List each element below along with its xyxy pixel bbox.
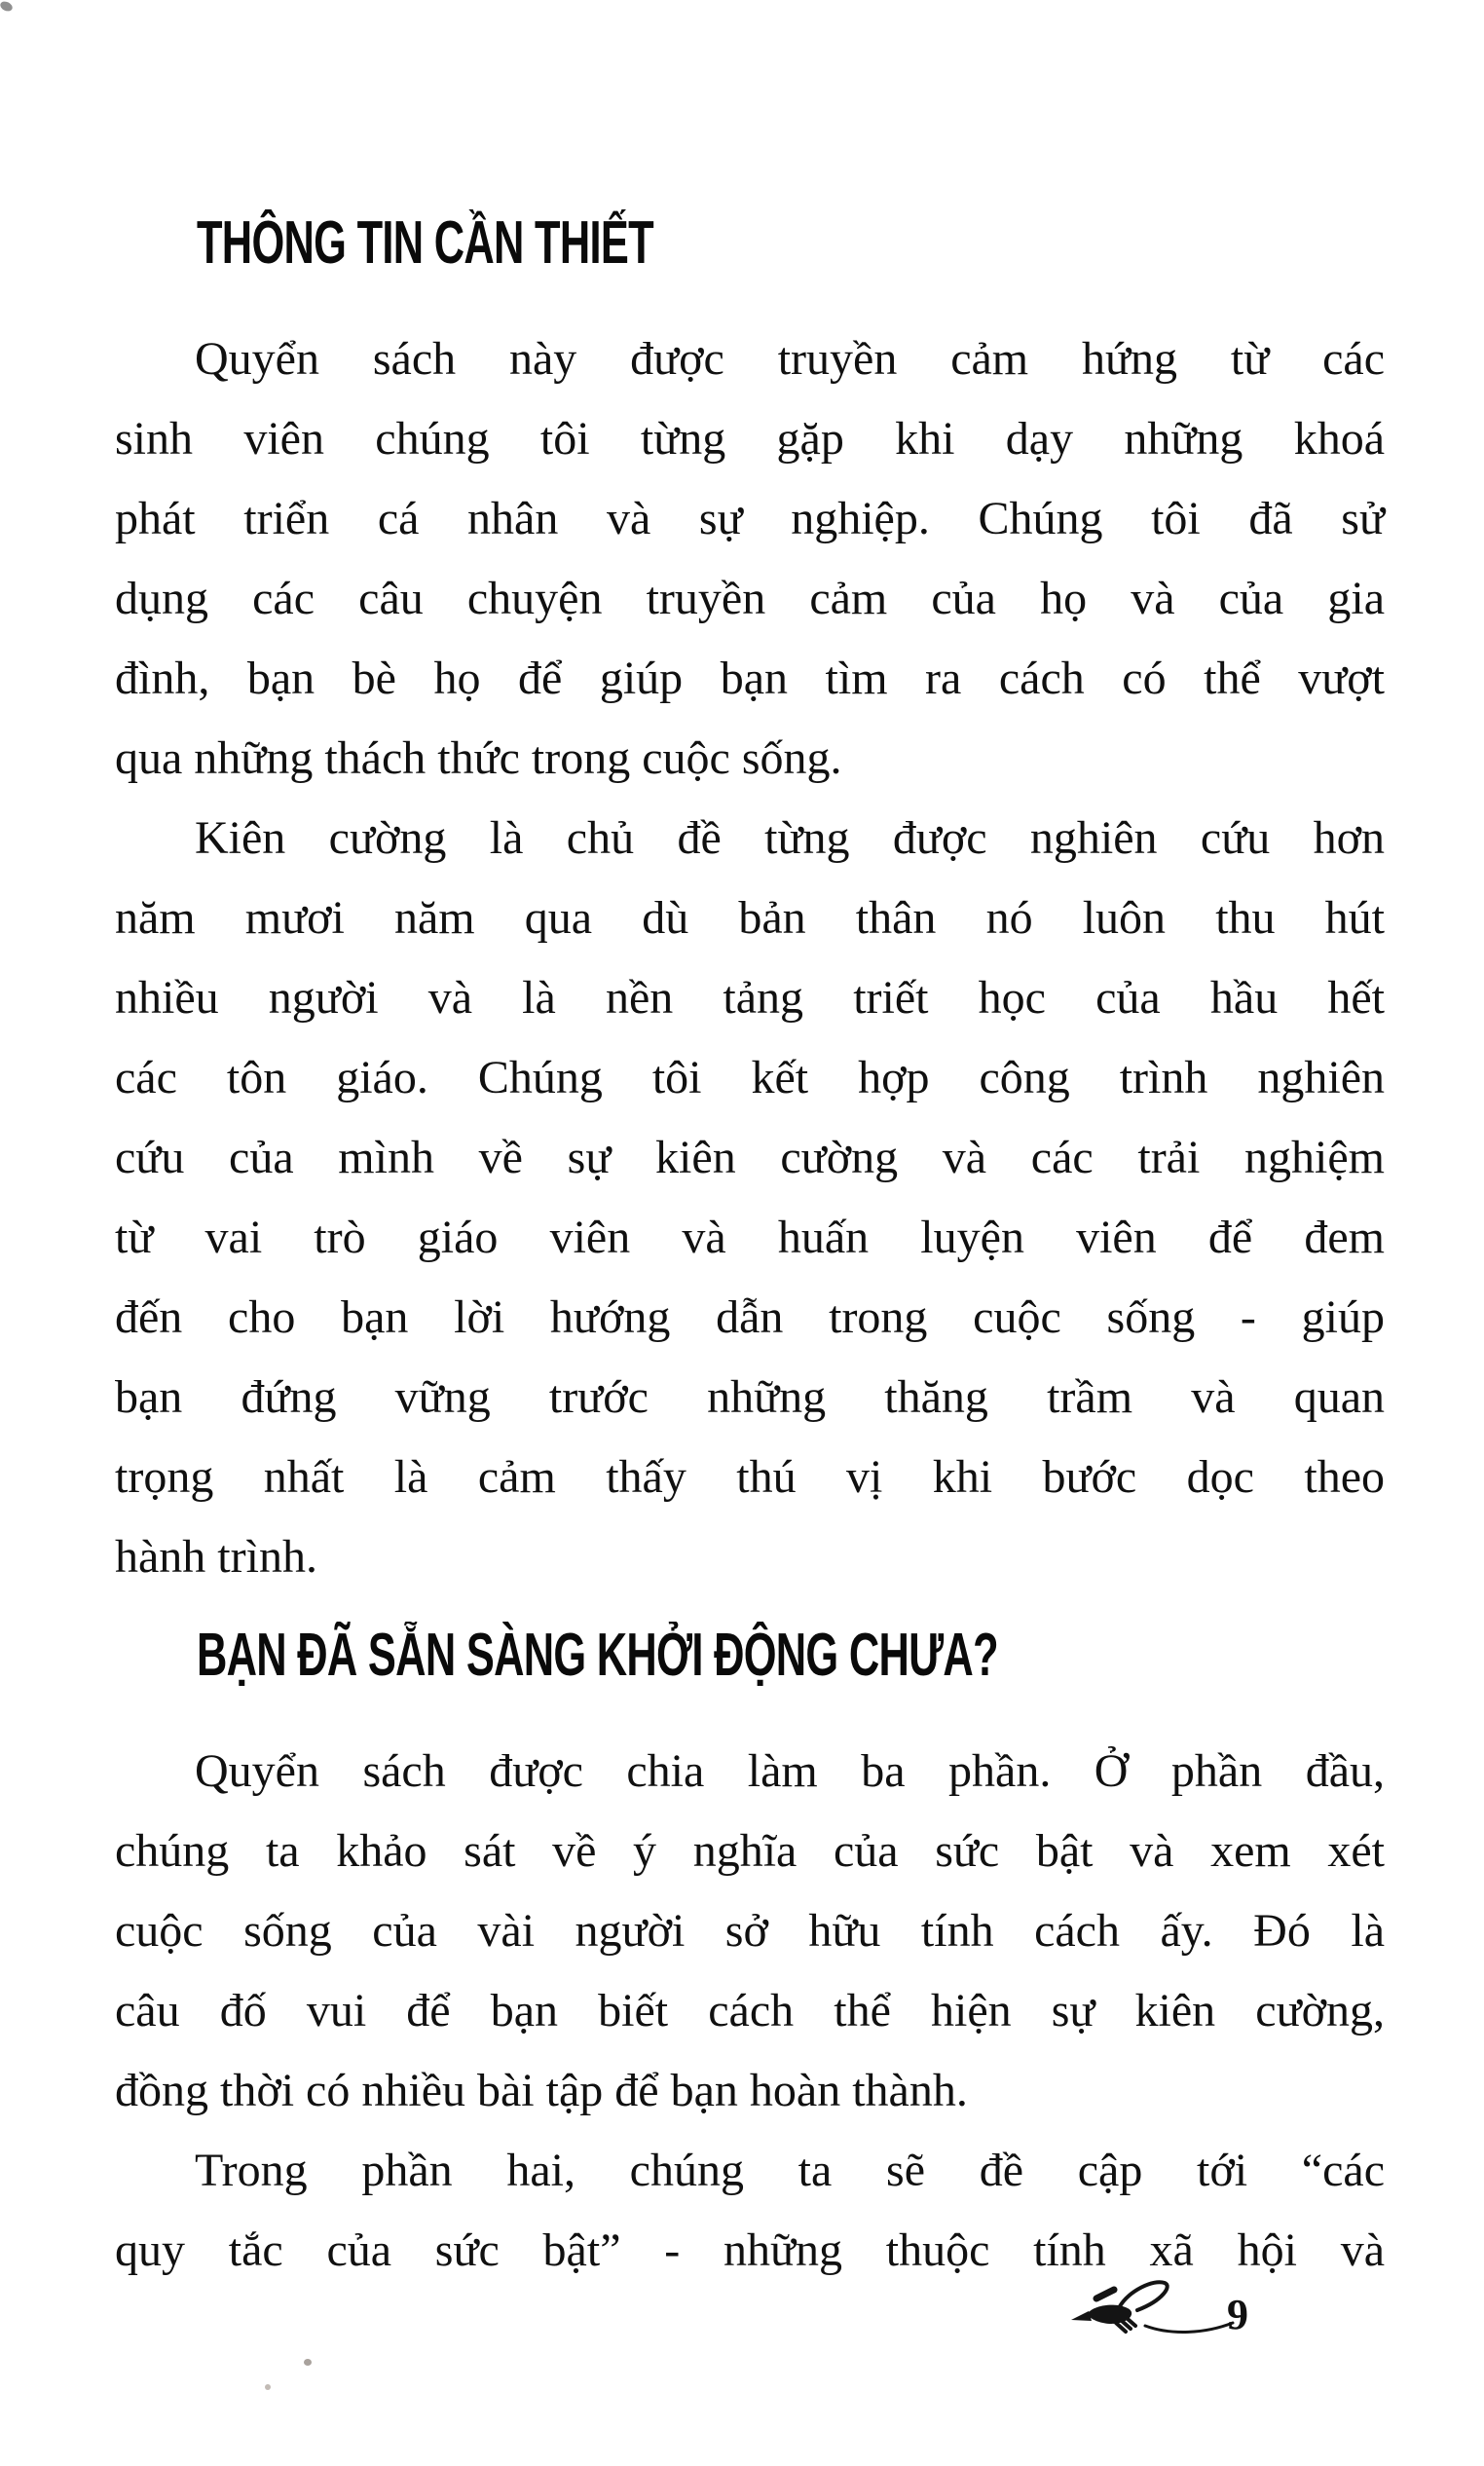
text-line: Quyển sách này được truyền cảm hứng từ các: [195, 333, 1385, 385]
text-line: sinh viên chúng tôi từng gặp khi dạy những khoá: [115, 413, 1385, 465]
paragraph-3: [115, 1732, 1385, 2131]
section-heading-ready: BẠN ĐÃ SẴN SÀNG KHỞI ĐỘNG CHƯA?: [197, 1622, 998, 1689]
scan-speck: [265, 2384, 271, 2390]
text-line: câu đố vui để bạn biết cách thể hiện sự kiên cường,: [115, 1985, 1385, 2036]
text-line: qua những thách thức trong cuộc sống.: [115, 732, 842, 784]
text-line: chúng ta khảo sát về ý nghĩa của sức bật và xem xét: [115, 1825, 1385, 1877]
text-line: cứu của mình về sự kiên cường và các trải nghiệm: [115, 1132, 1385, 1183]
text-line: Quyển sách được chia làm ba phần. Ở phần đầu,: [195, 1745, 1385, 1797]
text-line: phát triển cá nhân và sự nghiệp. Chúng tôi đã sử: [115, 493, 1385, 544]
page-number: 9: [1227, 2291, 1248, 2338]
bird-sketch-icon: [1069, 2277, 1237, 2344]
text-line: bạn đứng vững trước những thăng trầm và quan: [115, 1371, 1385, 1423]
text-line: Kiên cường là chủ đề từng được nghiên cứu hơn: [195, 812, 1385, 864]
text-column: [115, 0, 1385, 2291]
text-line: các tôn giáo. Chúng tôi kết hợp công trình nghiên: [115, 1052, 1385, 1103]
text-line: từ vai trò giáo viên và huấn luyện viên để đem: [115, 1212, 1385, 1263]
text-line: đình, bạn bè họ để giúp bạn tìm ra cách có thể vượt: [115, 653, 1385, 704]
scan-speck: [304, 2359, 312, 2366]
text-line: nhiều người và là nền tảng triết học của hầu hết: [115, 972, 1385, 1024]
text-line: năm mươi năm qua dù bản thân nó luôn thu hút: [115, 892, 1385, 944]
text-line: hành trình.: [115, 1531, 317, 1583]
text-line: cuộc sống của vài người sở hữu tính cách ấy. Đó là: [115, 1905, 1385, 1957]
section-heading-info: THÔNG TIN CẦN THIẾT: [197, 209, 653, 277]
scan-speck: [0, 0, 14, 13]
paragraph-2: [115, 799, 1385, 1597]
text-line: quy tắc của sức bật” - những thuộc tính xã hội và: [115, 2224, 1385, 2276]
text-line: trọng nhất là cảm thấy thú vị khi bước dọc theo: [115, 1451, 1385, 1503]
page-footer: [1069, 2277, 1248, 2344]
paragraph-1: [115, 319, 1385, 799]
text-line: đồng thời có nhiều bài tập để bạn hoàn thành.: [115, 2065, 968, 2116]
paragraph-4: [115, 2131, 1385, 2291]
text-line: đến cho bạn lời hướng dẫn trong cuộc sống - giúp: [115, 1291, 1385, 1343]
text-line: Trong phần hai, chúng ta sẽ đề cập tới “các: [195, 2145, 1385, 2196]
text-line: dụng các câu chuyện truyền cảm của họ và của gia: [115, 573, 1385, 624]
